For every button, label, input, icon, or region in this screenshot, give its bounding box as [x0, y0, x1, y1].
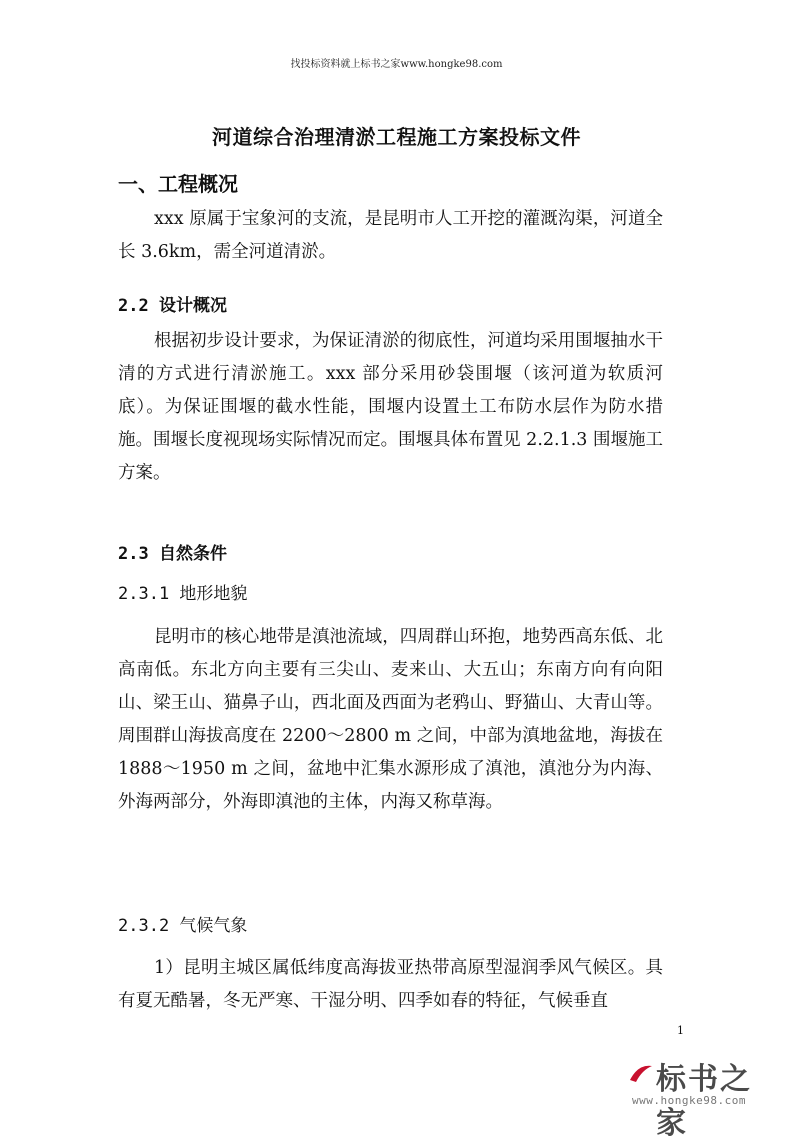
climate-heading-block — [118, 910, 663, 943]
terrain-block — [118, 621, 663, 819]
climate-block — [118, 952, 663, 1018]
logo-url: www.hongke98.com — [632, 1094, 746, 1107]
design-block — [118, 325, 663, 490]
section-heading-overview: 一、工程概况 — [118, 172, 238, 196]
section-heading-climate: 2.3.2 气候气象 — [118, 916, 248, 936]
design-paragraph: 根据初步设计要求，为保证清淤的彻底性，河道均采用围堰抽水干清的方式进行清淤施工。xxx 部分采用砂袋围堰（该河道为软质河底）。为保证围堰的截水性能，围堰内设置土工布防水层作为防水措施。围堰长度视现场实际情况而定。围堰具体布置见 2.2.1.3 围堰施工方案。 — [118, 331, 663, 483]
document-title: 河道综合治理清淤工程施工方案投标文件 — [212, 125, 581, 149]
section-heading-natural-conditions: 2.3 自然条件 — [118, 544, 227, 564]
section-heading-terrain: 2.3.1 地形地貌 — [118, 584, 248, 604]
terrain-paragraph: 昆明市的核心地带是滇池流域，四周群山环抱，地势西高东低、北高南低。东北方向主要有三尖山、麦来山、大五山；东南方向有向阳山、梁王山、猫鼻子山，西北面及西面为老鸦山、野猫山、大青山等。周围群山海拔高度在 2200～2800 m 之间，中部为滇地盆地，海拔在 1888～1950 m 之间，盆地中汇集水源形成了滇池，滇池分为内海、外海两部分，外海即滇池的主体，内海又称草海。 — [118, 627, 663, 812]
page-number: 1 — [677, 1024, 684, 1037]
section-heading-design: 2.2 设计概况 — [118, 296, 227, 316]
natural-heading-block — [118, 538, 663, 571]
page-header: 找投标资料就上标书之家www.hongke98.com — [290, 59, 503, 70]
intro-paragraph: xxx 原属于宝象河的支流，是昆明市人工开挖的灌溉沟渠，河道全长 3.6km，需全河道清淤。 — [118, 209, 663, 262]
design-heading-block — [118, 290, 663, 323]
logo-swoosh-icon — [628, 1062, 654, 1084]
logo-name: 标书之家 — [656, 1062, 752, 1141]
climate-paragraph: 1）昆明主城区属低纬度高海拔亚热带高原型湿润季风气候区。具有夏无酷暑，冬无严寒、干湿分明、四季如春的特征，气候垂直 — [118, 958, 663, 1011]
intro-block — [118, 203, 663, 269]
watermark-logo — [632, 1054, 777, 1141]
terrain-heading-block — [118, 578, 663, 611]
